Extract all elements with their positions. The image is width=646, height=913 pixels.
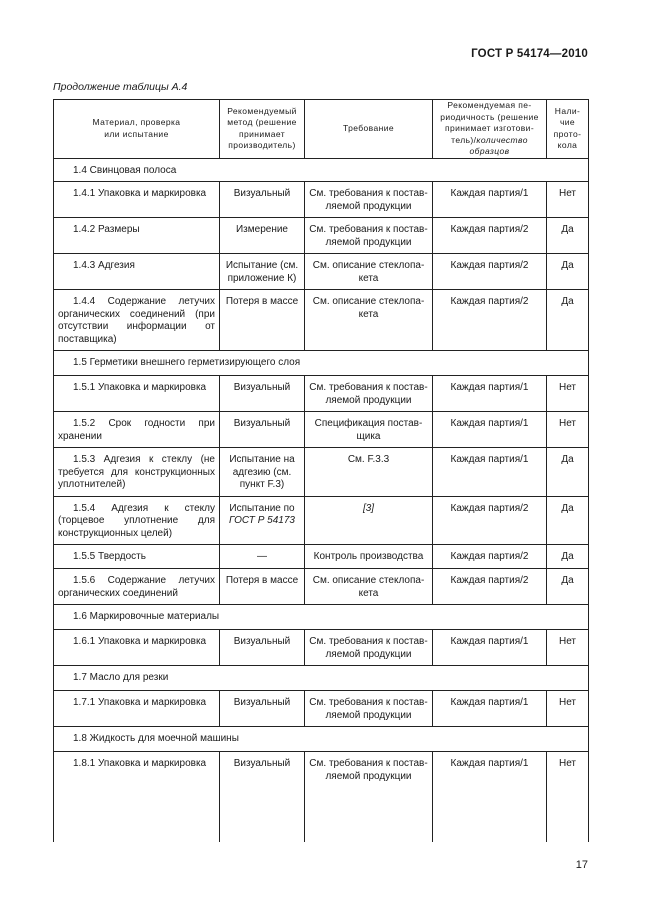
method-cell <box>220 545 305 569</box>
material-cell <box>54 412 220 448</box>
method-text: Визуальный <box>233 418 291 429</box>
method-text: Потеря в массе <box>225 575 299 586</box>
section-title-cell <box>54 666 589 691</box>
protocol-text: Нет <box>558 418 577 429</box>
method-cell <box>220 448 305 497</box>
periodicity-text: Каждая партия/1 <box>450 636 529 647</box>
section-row <box>54 727 589 752</box>
protocol-text: Да <box>561 551 574 562</box>
periodicity-text: Каждая партия/2 <box>450 296 529 307</box>
requirement-text <box>305 254 432 289</box>
method-text: Испытание на адгезию (см. пункт F.3) <box>229 454 295 490</box>
table-caption: Продолжение таблицы А.4 <box>53 81 188 93</box>
header-requirement: Требование <box>305 100 433 159</box>
protocol-cell <box>547 448 589 497</box>
method-text: Визуальный <box>233 758 291 769</box>
method-text: Визуальный <box>233 636 291 647</box>
requirement-cell <box>305 182 433 218</box>
table-row <box>54 691 589 727</box>
section-row <box>54 666 589 691</box>
requirement-text <box>305 376 432 411</box>
requirement-line: См. требования к постав- <box>309 636 428 647</box>
method-cell <box>220 569 305 605</box>
requirement-line: ляемой продукции <box>325 236 412 248</box>
protocol-cell <box>547 496 589 545</box>
material-text: 1.5.3 Адгезия к стеклу (не требуется для конструкционных уплотнителей) <box>58 454 215 490</box>
requirement-line: кета <box>358 272 379 284</box>
method-cell <box>220 412 305 448</box>
section-title-cell <box>54 727 589 752</box>
requirement-cell <box>305 254 433 290</box>
protocol-cell <box>547 630 589 666</box>
periodicity-text: Каждая партия/1 <box>450 188 529 199</box>
requirement-line: ляемой продукции <box>325 648 412 660</box>
material-text: 1.5.6 Содержание летучих органических соединений <box>58 575 215 599</box>
periodicity-cell <box>433 752 547 842</box>
table-row <box>54 376 589 412</box>
periodicity-cell <box>433 496 547 545</box>
method-standard: ГОСТ Р 54173 <box>229 515 295 526</box>
material-cell <box>54 376 220 412</box>
periodicity-cell <box>433 412 547 448</box>
method-text: Визуальный <box>233 188 291 199</box>
header-periodicity-italic: количество образцов <box>469 134 528 156</box>
method-cell <box>220 254 305 290</box>
requirement-line: Контроль производства <box>313 551 424 562</box>
protocol-text: Нет <box>558 636 577 647</box>
material-cell <box>54 545 220 569</box>
periodicity-cell <box>433 218 547 254</box>
method-text <box>220 497 304 532</box>
requirement-text <box>305 752 432 787</box>
section-title-cell <box>54 351 589 376</box>
header-protocol: Нали- чие прото- кола <box>547 100 589 159</box>
periodicity-cell <box>433 182 547 218</box>
periodicity-text: Каждая партия/2 <box>450 575 529 586</box>
method-text: Визуальный <box>233 382 291 393</box>
section-title: 1.7 Масло для резки <box>73 672 169 683</box>
material-text: 1.4.3 Адгезия <box>73 260 135 271</box>
protocol-text: Нет <box>558 188 577 199</box>
protocol-text: Да <box>561 575 574 586</box>
requirement-cell <box>305 412 433 448</box>
material-text: 1.5.2 Срок годности при хранении <box>58 418 215 442</box>
section-title: 1.8 Жидкость для моечной машины <box>73 733 239 744</box>
requirement-line: Спецификация постав- <box>314 418 423 429</box>
requirement-text <box>305 412 432 447</box>
requirement-cell <box>305 545 433 569</box>
material-text: 1.4.2 Размеры <box>73 224 140 235</box>
requirement-line: щика <box>356 430 381 442</box>
requirement-line: См. описание стеклопа- <box>312 260 425 271</box>
requirement-line: ляемой продукции <box>325 770 412 782</box>
material-text: 1.8.1 Упаковка и маркировка <box>73 758 207 769</box>
periodicity-text: Каждая партия/2 <box>450 224 529 235</box>
requirement-line: См. требования к постав- <box>309 758 428 769</box>
periodicity-cell <box>433 569 547 605</box>
periodicity-text: Каждая партия/2 <box>450 260 529 271</box>
table-header-row <box>54 100 589 159</box>
protocol-text: Да <box>561 260 574 271</box>
method-cell <box>220 691 305 727</box>
table-row <box>54 182 589 218</box>
periodicity-text: Каждая партия/1 <box>450 697 529 708</box>
protocol-cell <box>547 376 589 412</box>
periodicity-text: Каждая партия/2 <box>450 551 529 562</box>
requirement-cell <box>305 691 433 727</box>
table-row <box>54 412 589 448</box>
periodicity-cell <box>433 254 547 290</box>
section-title-cell <box>54 158 589 182</box>
material-text: 1.4.4 Содержание летучих органических соединений (при отсутствии информации от поставщика) <box>58 296 215 345</box>
requirement-text <box>305 182 432 217</box>
table-row <box>54 218 589 254</box>
periodicity-cell <box>433 448 547 497</box>
periodicity-text: Каждая партия/1 <box>450 418 529 429</box>
section-title-cell <box>54 605 589 630</box>
protocol-cell <box>547 752 589 842</box>
requirement-cell <box>305 448 433 497</box>
protocol-cell <box>547 290 589 351</box>
method-text: Визуальный <box>233 697 291 708</box>
method-text: Измерение <box>235 224 288 235</box>
protocol-cell <box>547 412 589 448</box>
method-cell <box>220 290 305 351</box>
table-row <box>54 290 589 351</box>
method-line: Испытание по <box>229 502 295 514</box>
requirement-line: См. требования к постав- <box>309 188 428 199</box>
requirement-cell <box>305 752 433 842</box>
header-method: Рекомендуемый метод (решение принимает производитель) <box>220 100 305 159</box>
requirement-text <box>305 545 432 568</box>
protocol-cell <box>547 182 589 218</box>
material-text: 1.7.1 Упаковка и маркировка <box>73 697 207 708</box>
material-cell <box>54 182 220 218</box>
requirement-line: См. описание стеклопа- <box>312 575 425 586</box>
protocol-text: Да <box>561 296 574 307</box>
method-cell <box>220 376 305 412</box>
section-title: 1.5 Герметики внешнего герметизирующего слоя <box>73 357 301 368</box>
periodicity-text: Каждая партия/1 <box>450 382 529 393</box>
table-row <box>54 569 589 605</box>
requirement-line: См. требования к постав- <box>309 224 428 235</box>
section-row <box>54 351 589 376</box>
requirement-text <box>305 448 432 471</box>
section-title: 1.6 Маркировочные материалы <box>73 611 220 622</box>
requirement-text <box>305 218 432 253</box>
requirement-line: См. требования к постав- <box>309 382 428 393</box>
method-text: Потеря в массе <box>225 296 299 307</box>
material-text: 1.5.1 Упаковка и маркировка <box>73 382 207 393</box>
document-id: ГОСТ Р 54174—2010 <box>471 48 588 60</box>
material-cell <box>54 691 220 727</box>
protocol-text: Нет <box>558 697 577 708</box>
material-cell <box>54 218 220 254</box>
requirement-line: [3] <box>362 502 375 514</box>
table-row <box>54 448 589 497</box>
requirement-line: См. требования к постав- <box>309 697 428 708</box>
method-text: — <box>257 551 267 562</box>
header-periodicity: Рекомендуемая пе- риодичность (решение принимает изготови- тель)/количество образцов <box>433 100 547 159</box>
protocol-text: Да <box>561 502 574 514</box>
material-cell <box>54 630 220 666</box>
header-material: Материал, проверка или испытание <box>54 100 220 159</box>
requirement-line: ляемой продукции <box>325 709 412 721</box>
protocol-text: Нет <box>558 758 577 769</box>
material-cell <box>54 496 220 545</box>
method-text: Испытание (см. приложение К) <box>225 260 299 284</box>
requirement-line: ляемой продукции <box>325 394 412 406</box>
page-number: 17 <box>575 859 588 871</box>
requirements-table <box>53 99 589 842</box>
requirement-line: ляемой продукции <box>325 200 412 212</box>
periodicity-cell <box>433 545 547 569</box>
section-title: 1.4 Свинцовая полоса <box>73 164 177 176</box>
periodicity-cell <box>433 630 547 666</box>
requirement-line: См. описание стеклопа- <box>312 296 425 307</box>
method-cell <box>220 630 305 666</box>
table-row <box>54 752 589 842</box>
protocol-cell <box>547 545 589 569</box>
protocol-cell <box>547 569 589 605</box>
table-row <box>54 254 589 290</box>
table-row <box>54 496 589 545</box>
protocol-cell <box>547 254 589 290</box>
requirement-text <box>305 630 432 665</box>
method-cell <box>220 182 305 218</box>
material-cell <box>54 569 220 605</box>
table-row <box>54 630 589 666</box>
periodicity-text: Каждая партия/1 <box>450 454 529 465</box>
material-cell <box>54 290 220 351</box>
requirement-text <box>305 569 432 604</box>
protocol-text: Да <box>561 224 574 235</box>
requirement-line: кета <box>358 308 379 320</box>
periodicity-cell <box>433 376 547 412</box>
method-cell <box>220 752 305 842</box>
material-text: 1.4.1 Упаковка и маркировка <box>73 188 207 199</box>
requirement-cell <box>305 569 433 605</box>
section-row <box>54 158 589 182</box>
protocol-text: Нет <box>558 382 577 393</box>
requirement-cell <box>305 630 433 666</box>
requirement-text <box>305 691 432 726</box>
requirement-cell <box>305 290 433 351</box>
requirement-cell <box>305 218 433 254</box>
requirement-cell <box>305 376 433 412</box>
protocol-cell <box>547 218 589 254</box>
method-cell <box>220 496 305 545</box>
material-text: 1.5.5 Твердость <box>73 551 146 562</box>
method-cell <box>220 218 305 254</box>
table-row <box>54 545 589 569</box>
material-text: 1.5.4 Адгезия к стеклу (торцевое уплотнение для конструкционных целей) <box>58 502 215 539</box>
material-cell <box>54 752 220 842</box>
material-cell <box>54 448 220 497</box>
requirement-line: кета <box>358 587 379 599</box>
requirement-cell <box>305 496 433 545</box>
periodicity-text: Каждая партия/1 <box>450 758 529 769</box>
periodicity-cell <box>433 691 547 727</box>
material-text: 1.6.1 Упаковка и маркировка <box>73 636 207 647</box>
requirement-line: См. F.3.3 <box>347 454 390 465</box>
protocol-cell <box>547 691 589 727</box>
requirement-text <box>305 497 432 520</box>
protocol-text: Да <box>561 454 574 465</box>
periodicity-cell <box>433 290 547 351</box>
material-cell <box>54 254 220 290</box>
periodicity-text: Каждая партия/2 <box>450 502 529 514</box>
requirement-text <box>305 290 432 325</box>
section-row <box>54 605 589 630</box>
